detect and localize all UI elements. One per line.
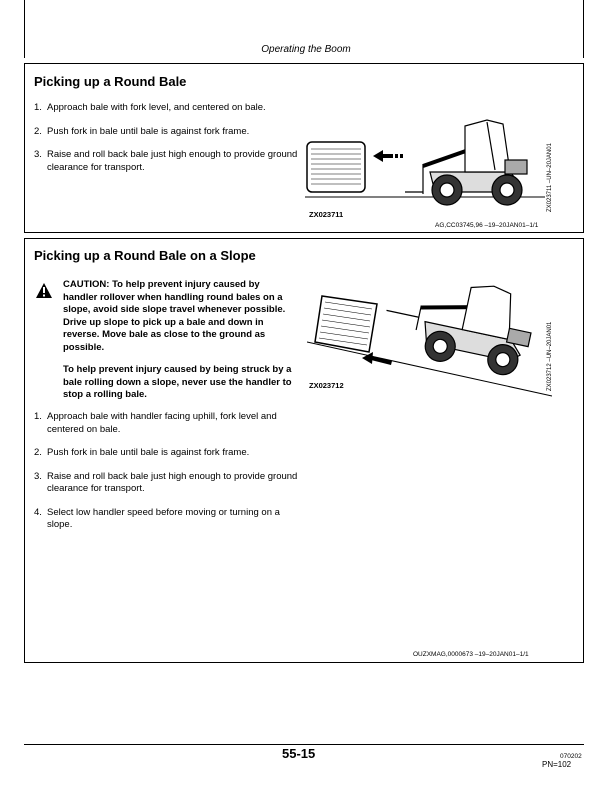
step-list — [34, 411, 299, 543]
page-header-title: Operating the Boom — [261, 44, 351, 55]
list-item: 1. Approach bale with fork level, and centered on bale. — [34, 102, 266, 113]
direction-arrow-icon — [373, 150, 403, 162]
reference-code: OUZXMAG,0000673 –19–20JAN01–1/1 — [413, 651, 529, 658]
list-item: 3. Raise and roll back bale just high enough to provide ground clearance for transport. — [34, 470, 298, 494]
caution-paragraph: CAUTION: To help prevent injury caused by handler rollover when handling round bales on a slope, avoid side slope travel whenever possible. Drive up slope to pick up a bale and down in reverse. Move bale as close to the ground as possible. — [63, 279, 286, 353]
reference-code: AG,CC03745,96 –19–20JAN01–1/1 — [435, 222, 539, 229]
telehandler-slope-illustration — [307, 284, 552, 399]
section-title: Picking up a Round Bale — [34, 74, 187, 89]
figure-side-code: ZX023711 –UN–20JAN01 — [547, 143, 553, 212]
caution-paragraph: To help prevent injury caused by being struck by a bale rolling down a slope, never use the handler to stop a rolling bale. — [63, 364, 292, 400]
round-bale-shape — [307, 142, 365, 192]
list-item: 2. Push fork in bale until bale is against fork frame. — [34, 447, 250, 458]
section-title: Picking up a Round Bale on a Slope — [34, 248, 256, 263]
telehandler-machine — [378, 284, 538, 379]
warning-triangle-icon — [35, 282, 53, 299]
telehandler-machine — [405, 120, 527, 205]
figure-side-code: ZX023712 –UN–20JAN01 — [547, 321, 553, 391]
list-item: 1. Approach bale with handler facing uphill, fork level and centered on bale. — [34, 411, 277, 435]
date-code: 070202 — [560, 753, 582, 760]
list-item: 4. Select low handler speed before moving or turning on a slope. — [34, 506, 280, 530]
direction-arrow-icon — [362, 352, 392, 365]
round-bale-shape — [315, 296, 377, 352]
part-number: PN=102 — [542, 760, 572, 769]
list-item: 2. Push fork in bale until bale is against fork frame. — [34, 125, 250, 137]
page-number: 55-15 — [282, 746, 316, 761]
section-round-bale-slope — [24, 238, 584, 663]
caution-text — [63, 279, 295, 412]
list-item: 3. Raise and roll back bale just high enough to provide ground clearance for transport. — [34, 149, 298, 173]
section-round-bale — [24, 63, 584, 233]
figure-id: ZX023711 — [309, 210, 344, 219]
telehandler-illustration — [305, 104, 545, 224]
step-list — [34, 102, 299, 185]
footer-rule — [24, 744, 584, 745]
figure-id: ZX023712 — [309, 381, 344, 390]
